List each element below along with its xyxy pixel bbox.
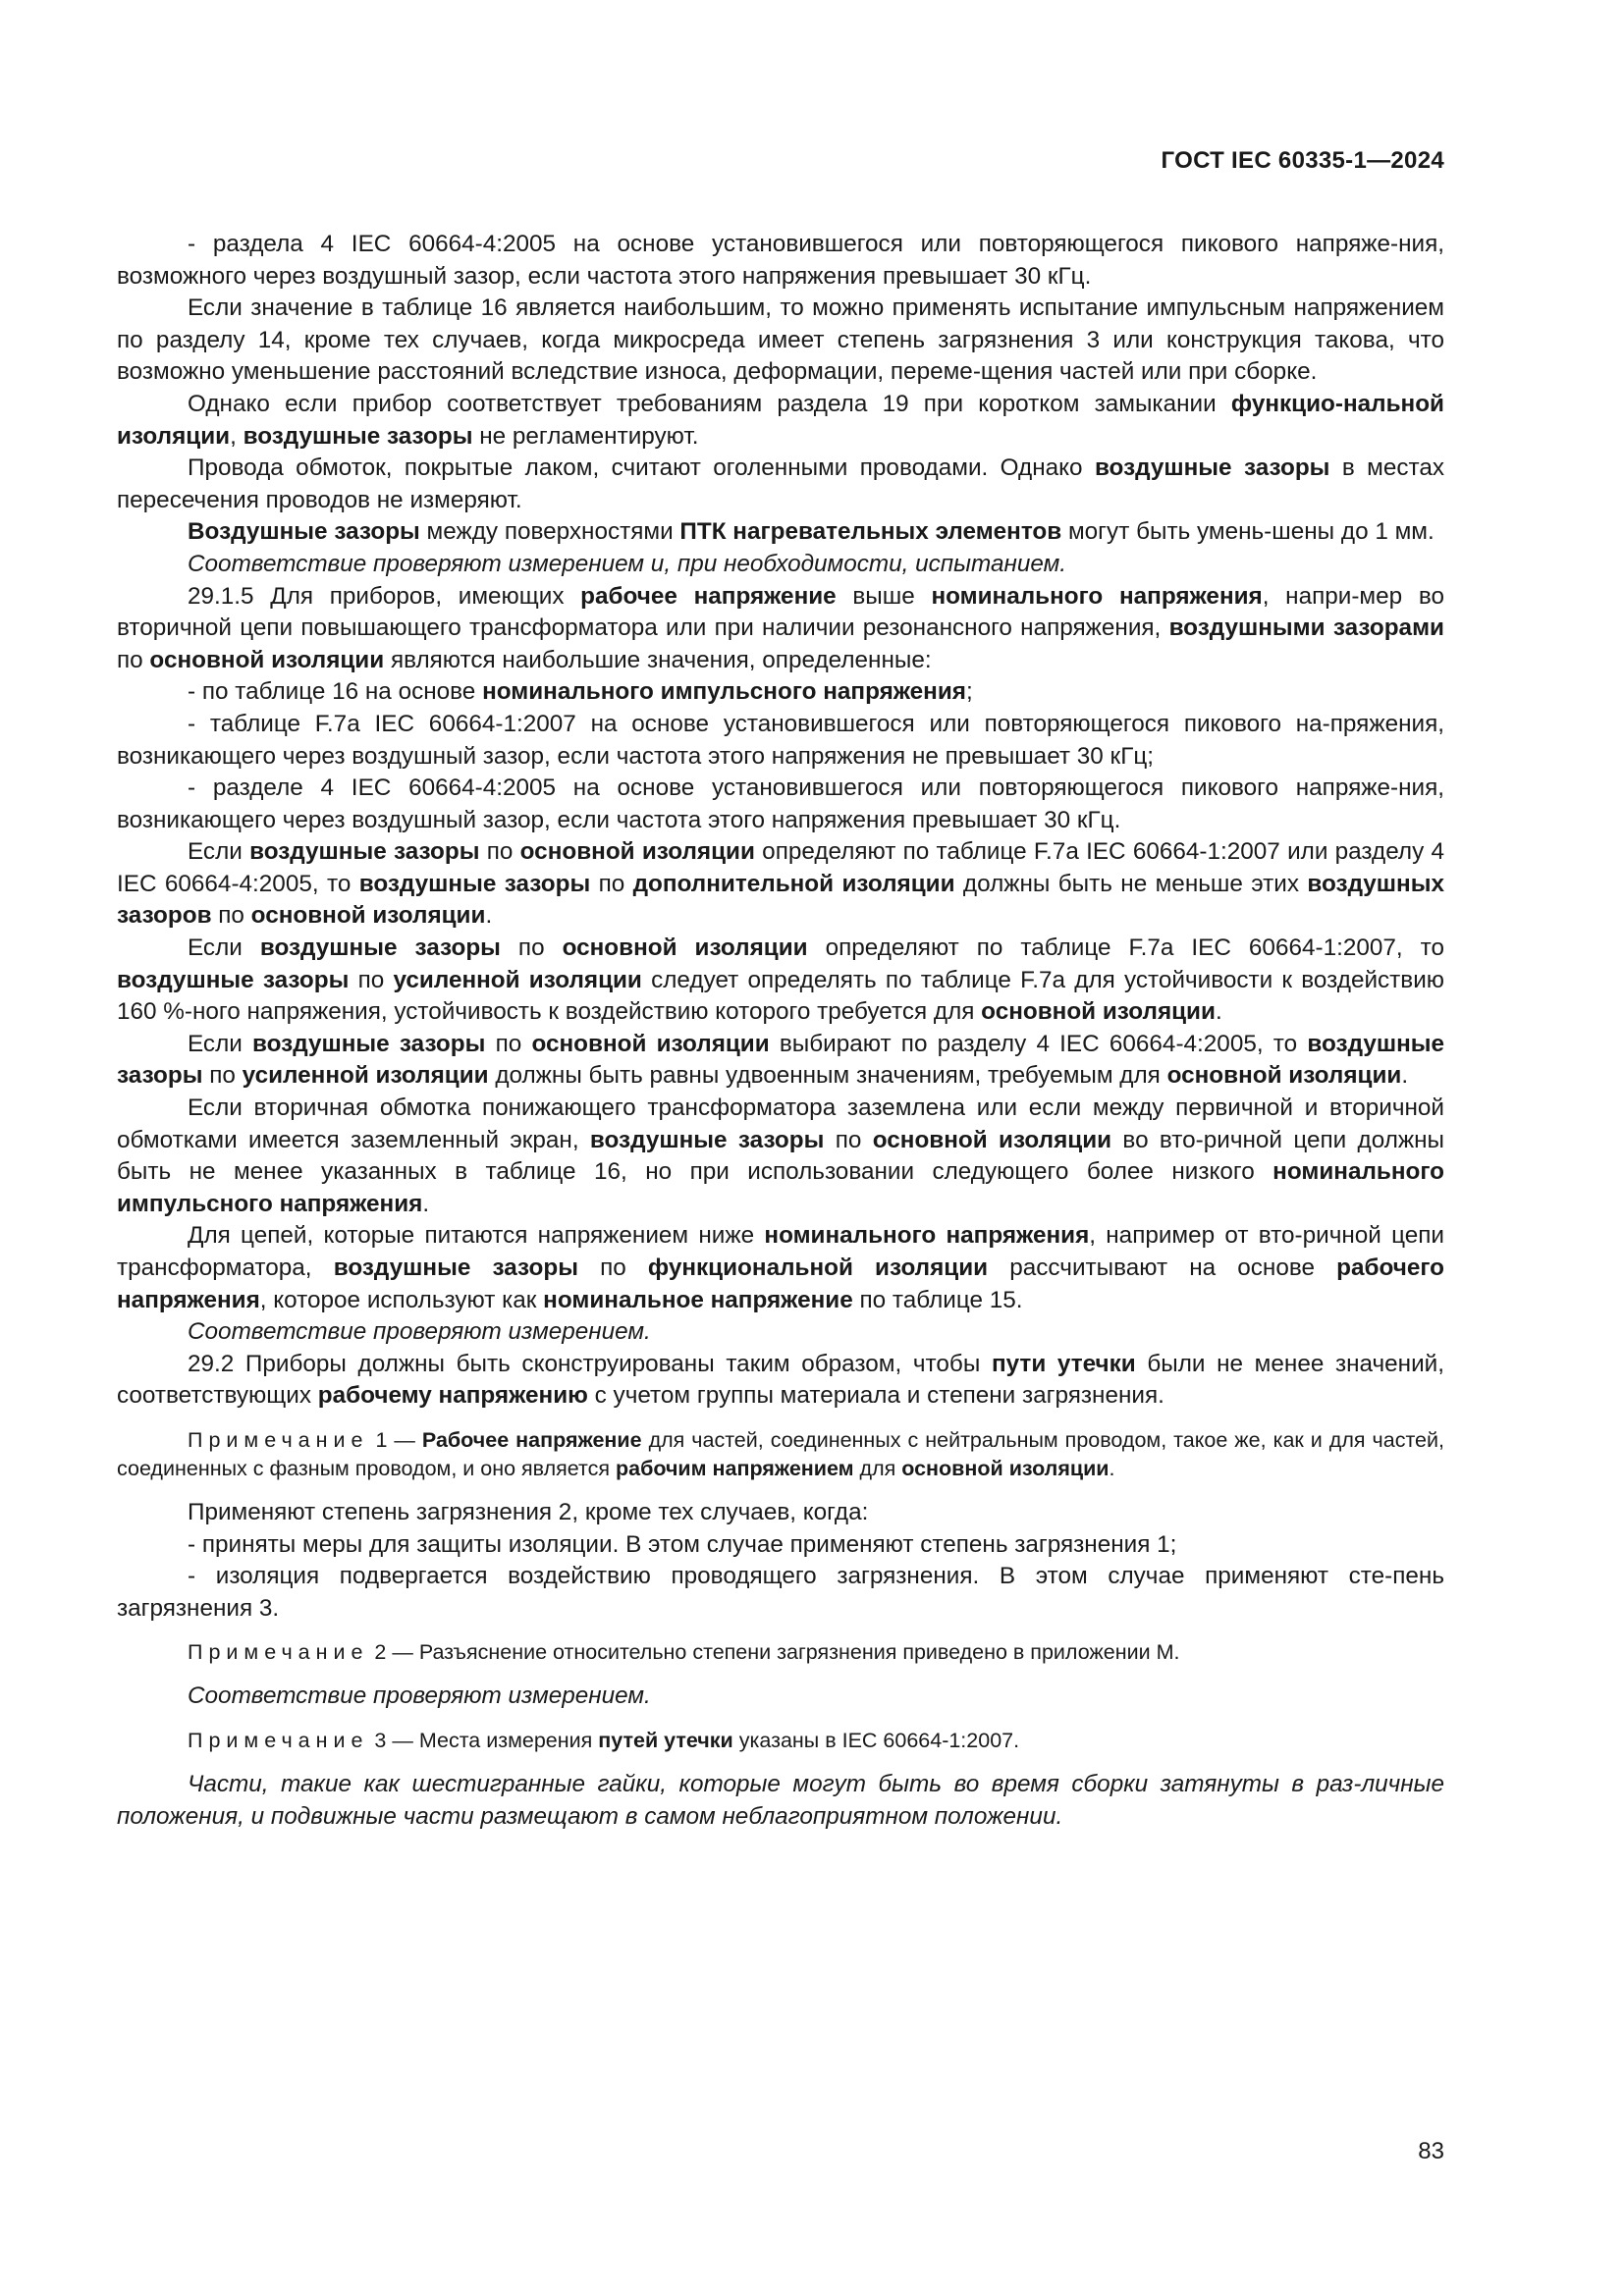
paragraph: Воздушные зазоры между поверхностями ПТК нагревательных элементов могут быть умень-шены до 1 мм.	[188, 518, 1435, 546]
paragraph: Если воздушные зазоры по основной изоляции выбирают по разделу 4 IEC 60664-4:2005, то воздушные зазоры по усиленной изоляции должны быть равны удвоенным значениям, требуемым для основной изоляции.	[117, 1030, 1445, 1090]
compliance-statement: Соответствие проверяют измерением и, при необходимости, испытанием.	[188, 550, 1067, 577]
list-item: - по таблице 16 на основе номинального импульсного напряжения;	[188, 678, 973, 706]
note-2: Примечание 2 — Разъяснение относительно степени загрязнения приведено в приложении M.	[188, 1640, 1180, 1665]
paragraph: Применяют степень загрязнения 2, кроме тех случаев, когда:	[188, 1498, 869, 1525]
page-number: 83	[1418, 2138, 1444, 2164]
compliance-statement: Части, такие как шестигранные гайки, которые могут быть во время сборки затянуты в раз-личные положения, и подвижные части размещают в самом неблагоприятном положении.	[117, 1770, 1444, 1830]
paragraph: - раздела 4 IEC 60664-4:2005 на основе установившегося или повторяющегося пикового напряже-ния, возможного через воздушный зазор, если частота этого напряжения превышает 30 кГц.	[117, 231, 1444, 290]
paragraph: Однако если прибор соответствует требованиям раздела 19 при коротком замыкании функцио-нальной изоляции, воздушные зазоры не регламентируют.	[117, 390, 1444, 450]
paragraph: Если воздушные зазоры по основной изоляции определяют по таблице F.7a IEC 60664-1:2007 или разделу 4 IEC 60664-4:2005, то воздушные зазоры по дополнительной изоляции должны быть не меньше этих воздушных зазоров по основной изоляции.	[117, 838, 1444, 930]
note-3: Примечание 3 — Места измерения путей утечки указаны в IEC 60664-1:2007.	[188, 1728, 1020, 1752]
paragraph: Если вторичная обмотка понижающего трансформатора заземлена или если между первичной и вторичной обмотками имеется заземленный экран, воздушные зазоры по основной изоляции во вто-ричной цепи должны быть не менее указанных в таблице 16, но при использовании следующего более низкого номинального импульсного напряжения.	[117, 1095, 1445, 1217]
paragraph: Если воздушные зазоры по основной изоляции определяют по таблице F.7a IEC 60664-1:2007, то воздушные зазоры по усиленной изоляции следует определять по таблице F.7a для устойчивости к воздействию 160 %-ного напряжения, устойчивость к воздействию которого требуется для основной изоляции.	[117, 934, 1445, 1026]
clause-29-1-5: 29.1.5 Для приборов, имеющих рабочее напряжение выше номинального напряжения, напри-мер во вторичной цепи повышающего трансформатора или при наличии резонансного напряжения, воздушными зазорами по основной изоляции являются наибольшие значения, определенные:	[117, 582, 1444, 673]
list-item: - изоляция подвергается воздействию проводящего загрязнения. В этом случае применяют сте-пень загрязнения 3.	[117, 1563, 1444, 1622]
list-item: - разделе 4 IEC 60664-4:2005 на основе установившегося или повторяющегося пикового напряже-ния, возникающего через воздушный зазор, если частота этого напряжения превышает 30 кГц.	[117, 774, 1444, 833]
note-1: Примечание 1 — Рабочее напряжение для частей, соединенных с нейтральным проводом, такое же, как и для частей, соединенных с фазным проводом, и оно является рабочим напряжением для основной изоляции.	[117, 1427, 1444, 1480]
paragraph: Если значение в таблице 16 является наибольшим, то можно применять испытание импульсным напряжением по разделу 14, кроме тех случаев, когда микросреда имеет степень загрязнения 3 или конструкция такова, что возможно уменьшение расстояний вследствие износа, деформации, переме-щения частей или при сборке.	[117, 294, 1444, 386]
document-header: ГОСТ IEC 60335-1—2024	[1161, 147, 1444, 174]
clause-29-2: 29.2 Приборы должны быть сконструированы таким образом, чтобы пути утечки были не менее значений, соответствующих рабочему напряжению с учетом группы материала и степени загрязнения.	[117, 1350, 1444, 1410]
paragraph: Провода обмоток, покрытые лаком, считают оголенными проводами. Однако воздушные зазоры в местах пересечения проводов не измеряют.	[117, 454, 1445, 513]
list-item: - таблице F.7a IEC 60664-1:2007 на основе установившегося или повторяющегося пикового на-пряжения, возникающего через воздушный зазор, если частота этого напряжения не превышает 30 кГц;	[117, 710, 1444, 770]
list-item: - приняты меры для защиты изоляции. В этом случае применяют степень загрязнения 1;	[188, 1530, 1177, 1558]
document-body	[117, 229, 1444, 1833]
compliance-statement: Соответствие проверяют измерением.	[188, 1318, 651, 1346]
paragraph: Для цепей, которые питаются напряжением ниже номинального напряжения, например от вто-ричной цепи трансформатора, воздушные зазоры по функциональной изоляции рассчитывают на основе рабочего напряжения, которое используют как номинальное напряжение по таблице 15.	[117, 1222, 1445, 1313]
compliance-statement: Соответствие проверяют измерением.	[188, 1682, 651, 1710]
